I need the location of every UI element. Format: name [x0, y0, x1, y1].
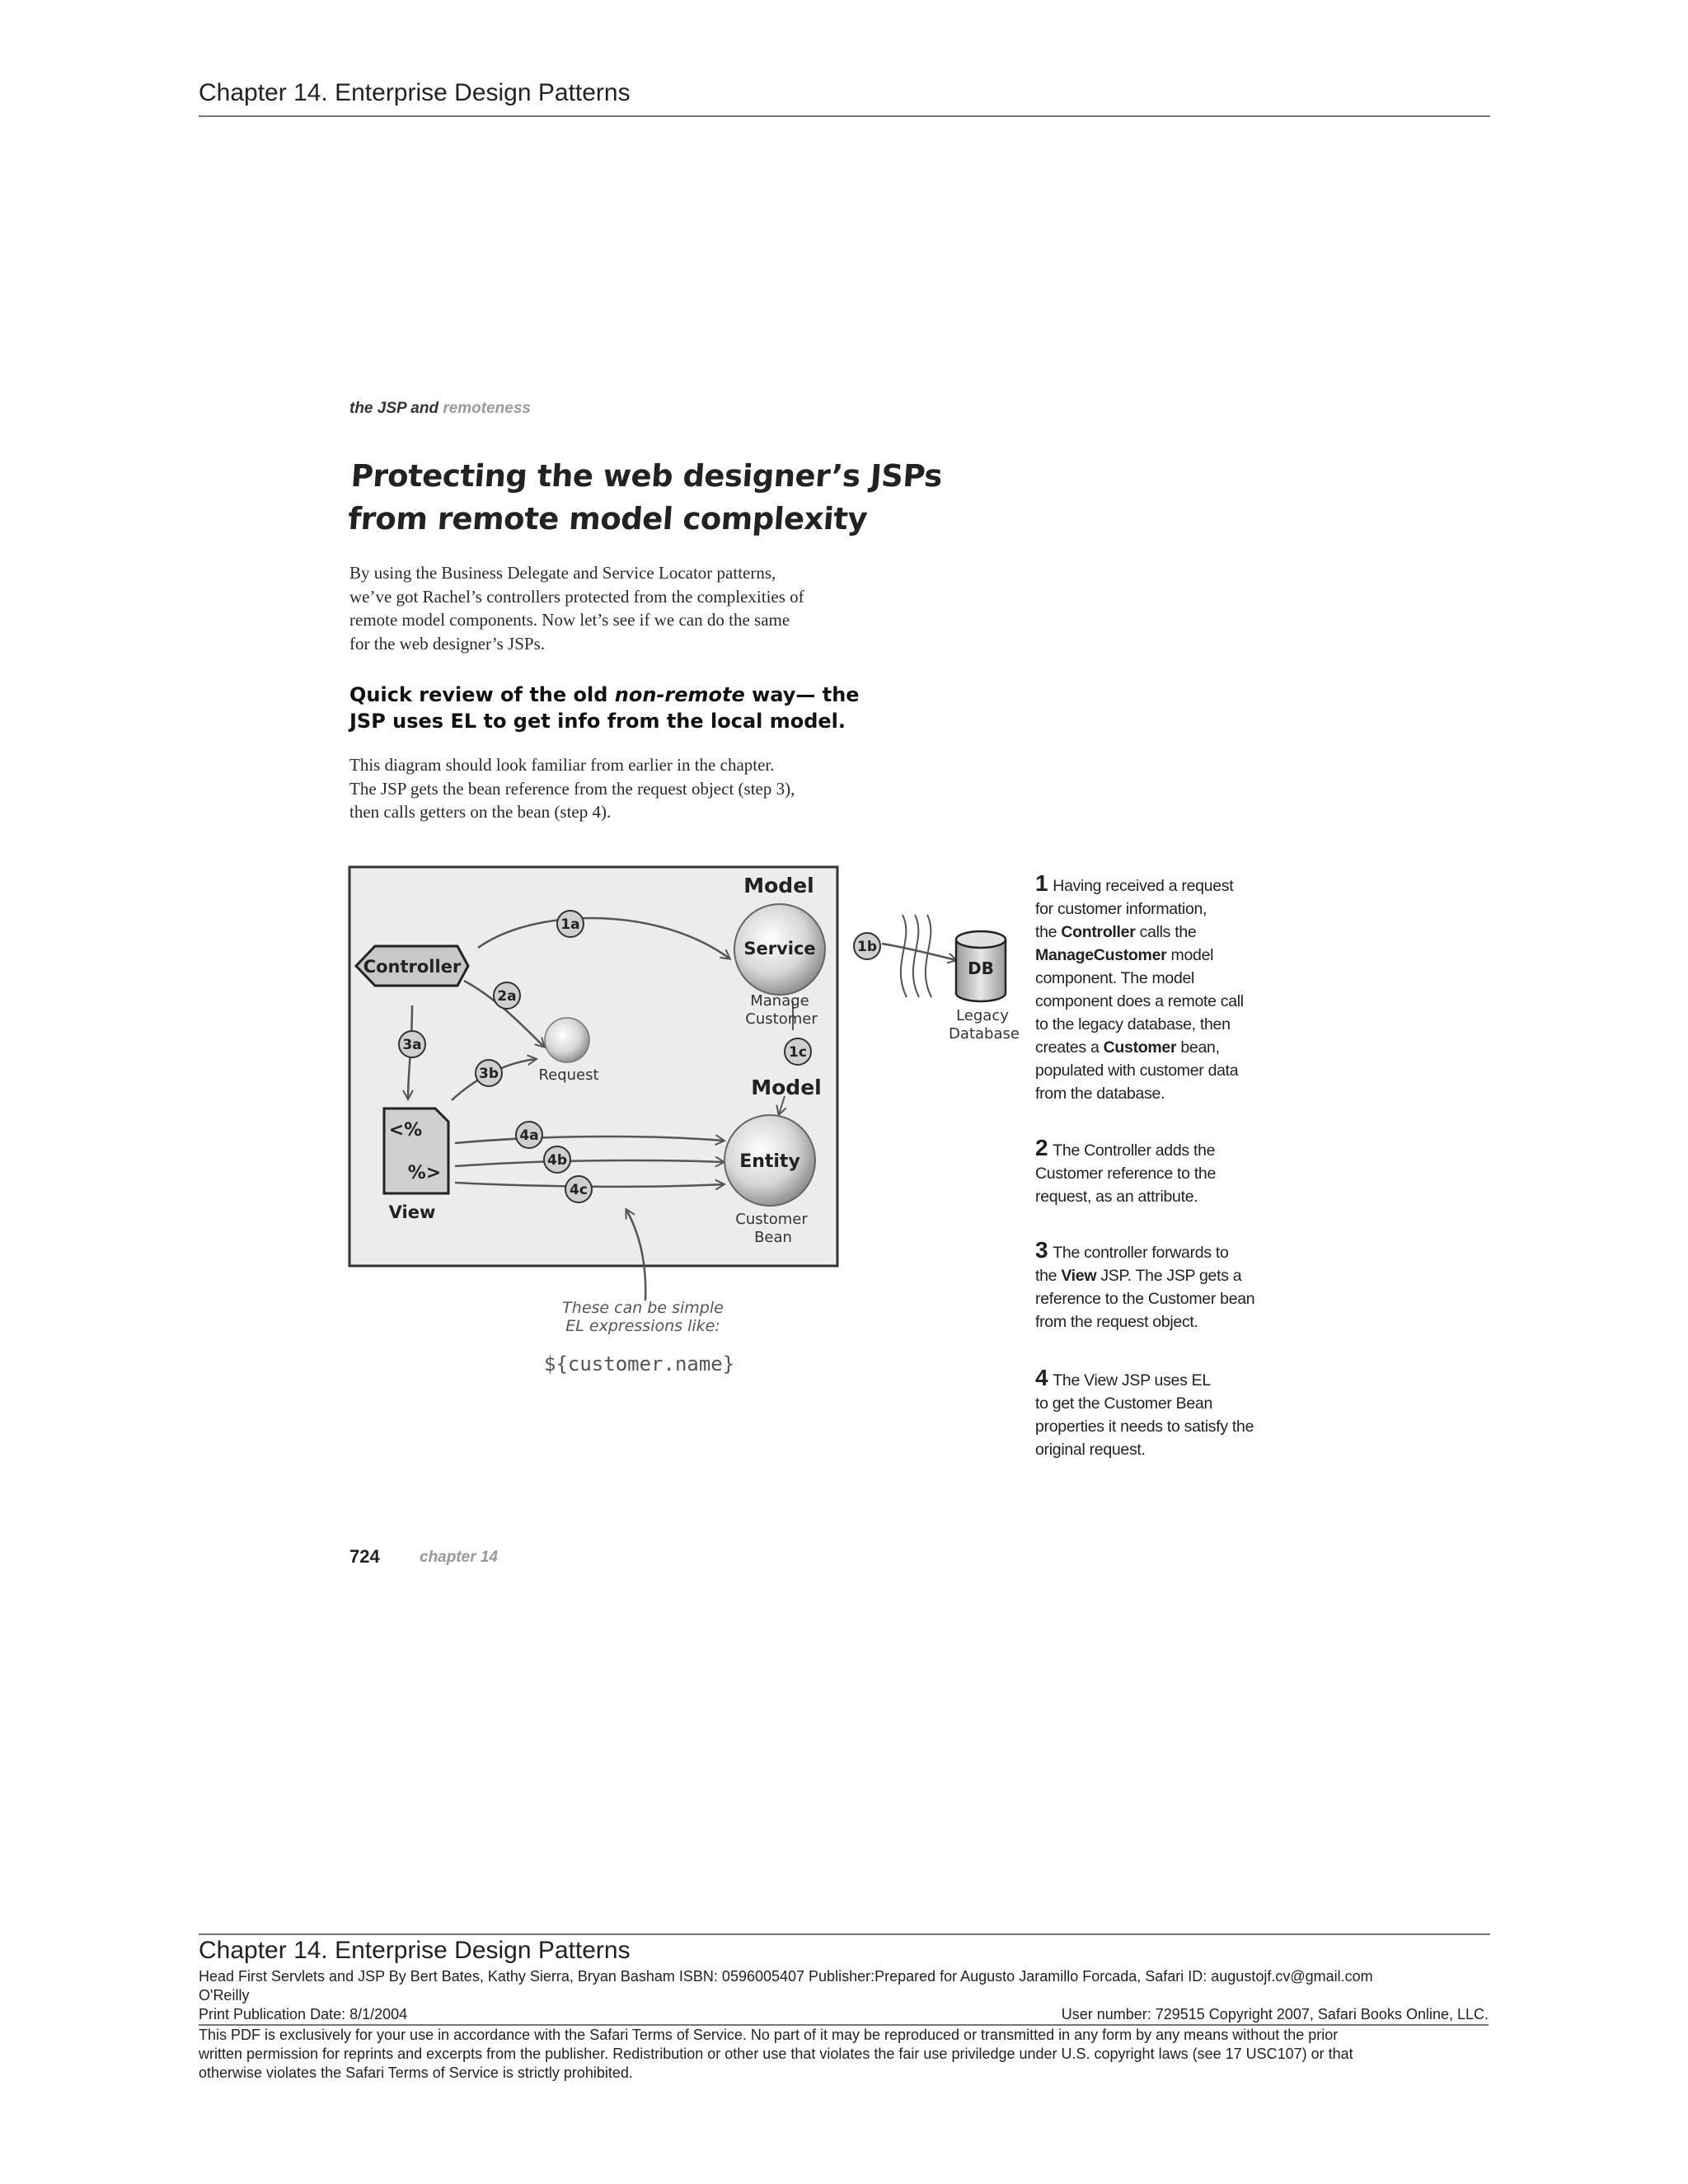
model-bottom-label: Model [751, 1076, 822, 1099]
badge-1b [854, 933, 880, 959]
step-number: 1 [1035, 870, 1048, 896]
entity-caption: Customer [735, 1211, 808, 1228]
squiggle [913, 915, 919, 997]
subhead-text: Quick review of the old [349, 683, 615, 706]
intro-line: remote model components. Now let’s see if we can do the same [349, 610, 790, 630]
service-caption: Manage [750, 992, 809, 1010]
entity-label: Entity [739, 1151, 800, 1172]
footer-chapter-title: Chapter 14. Enterprise Design Patterns [199, 1937, 631, 1964]
title-line-2: from remote model complexity [346, 501, 869, 537]
footer-legal: This PDF is exclusively for your use in accordance with the Safari Terms of Service. No part of it may be reproduced or transmitted in any form by any means without the prior [199, 2027, 1339, 2043]
intro-line: for the web designer’s JSPs. [349, 633, 546, 654]
badge-2a [494, 982, 520, 1009]
footer-print-date: Print Publication Date: 8/1/2004 [199, 2006, 408, 2022]
title-line-1: Protecting the web designer’s JSPs [349, 458, 944, 494]
svg-text:2a: 2a [497, 988, 517, 1005]
db-caption: Database [949, 1025, 1020, 1043]
svg-text:3a: 3a [402, 1037, 422, 1053]
step-number: 4 [1035, 1365, 1048, 1390]
step-4: 4 The View JSP uses EL to get the Customer Bean properties it needs to satisfy the original request. [1035, 1365, 1254, 1459]
intro-paragraph [349, 561, 804, 655]
footer-book-info: Head First Servlets and JSP By Bert Bates, Kathy Sierra, Bryan Basham ISBN: 0596005407 Publisher:Prepared for Augusto Jaramillo Forcada, Safari ID: augustojf.cv@gmail.com [199, 1968, 1373, 1985]
footer-info [199, 1967, 1490, 2083]
controller-label: Controller [363, 957, 462, 977]
arrow-1b [882, 944, 956, 960]
subhead [349, 682, 860, 734]
intro-line: we’ve got Rachel’s controllers protected from the complexities of [349, 586, 804, 607]
badge-3a [399, 1031, 425, 1057]
db-caption: Legacy [956, 1007, 1009, 1024]
footer-copyright: User number: 729515 Copyright 2007, Safari Books Online, LLC. [1061, 2006, 1489, 2022]
footer-legal: written permission for reprints and excerpts from the publisher. Redistribution or other use that violates the fair use priviledge under U.S. copyright laws (see 17 USC107) or that [199, 2046, 1353, 2062]
section-eyebrow [349, 400, 531, 418]
intro-line: By using the Business Delegate and Service Locator patterns, [349, 563, 776, 583]
entity-caption: Bean [754, 1229, 792, 1246]
svg-text:4a: 4a [519, 1127, 539, 1144]
step-number: 3 [1035, 1237, 1048, 1263]
svg-text:3b: 3b [479, 1066, 499, 1082]
badge-4a [516, 1122, 542, 1148]
svg-text:4b: 4b [547, 1152, 567, 1169]
svg-text:1a: 1a [560, 916, 580, 933]
jsp-open-tag: <% [388, 1120, 423, 1141]
footer-publisher: O'Reilly [199, 1987, 250, 2004]
header-rule [199, 115, 1490, 117]
badge-1c [785, 1038, 811, 1065]
badge-4c [565, 1176, 592, 1202]
eyebrow-prefix: the JSP and [349, 400, 439, 417]
step-1: 1 Having received a request for customer information, the Controller calls the ManageCustomer model component. The model component does a remote call to the legacy database, then creates a Customer bean, populated with customer data from the database. [1035, 870, 1244, 1103]
model-top-label: Model [743, 874, 814, 898]
request-label: Request [538, 1066, 599, 1084]
badge-3b [476, 1060, 502, 1086]
service-caption: Customer [745, 1010, 818, 1028]
eyebrow-suffix: remoteness [443, 400, 531, 417]
footer-legal: otherwise violates the Safari Terms of Service is strictly prohibited. [199, 2064, 633, 2081]
page-title [346, 455, 943, 541]
footer-dates-row [199, 2005, 1489, 2026]
el-note [536, 1299, 750, 1335]
request-sphere [545, 1018, 589, 1062]
squiggle [926, 915, 931, 997]
step-2: 2 The Controller adds the Customer reference to the request, as an attribute. [1035, 1135, 1217, 1206]
badge-4b [544, 1146, 570, 1173]
subhead-text: way— the [744, 683, 860, 706]
squiggle [901, 915, 907, 997]
svg-text:1b: 1b [857, 939, 877, 955]
desc-line: then calls getters on the bean (step 4). [349, 802, 612, 822]
description-paragraph [349, 753, 795, 824]
note-line: These can be simple [562, 1299, 724, 1317]
page-number: 724 [349, 1546, 380, 1567]
jsp-close-tag: %> [407, 1163, 442, 1183]
badge-1a [557, 911, 584, 937]
step-number: 2 [1035, 1135, 1048, 1160]
svg-text:4c: 4c [570, 1182, 588, 1198]
chapter-header: Chapter 14. Enterprise Design Patterns [199, 79, 631, 106]
desc-line: This diagram should look familiar from earlier in the chapter. [349, 755, 775, 775]
note-line: EL expressions like: [565, 1317, 720, 1335]
step-3: 3 The controller forwards to the View JSP. The JSP gets a reference to the Customer bean from the request object. [1035, 1237, 1255, 1331]
footer-rule [199, 1933, 1490, 1935]
view-label: View [388, 1202, 436, 1222]
subhead-emphasis: non-remote [614, 683, 745, 706]
db-top [956, 931, 1006, 948]
db-label: DB [968, 958, 994, 978]
footer-chapter: chapter 14 [420, 1549, 499, 1566]
svg-text:1c: 1c [789, 1044, 807, 1061]
desc-line: The JSP gets the bean reference from the request object (step 3), [349, 778, 795, 799]
subhead-line-2: JSP uses EL to get info from the local model. [349, 710, 846, 733]
el-example: ${customer.name} [544, 1352, 735, 1376]
service-label: Service [743, 939, 816, 958]
